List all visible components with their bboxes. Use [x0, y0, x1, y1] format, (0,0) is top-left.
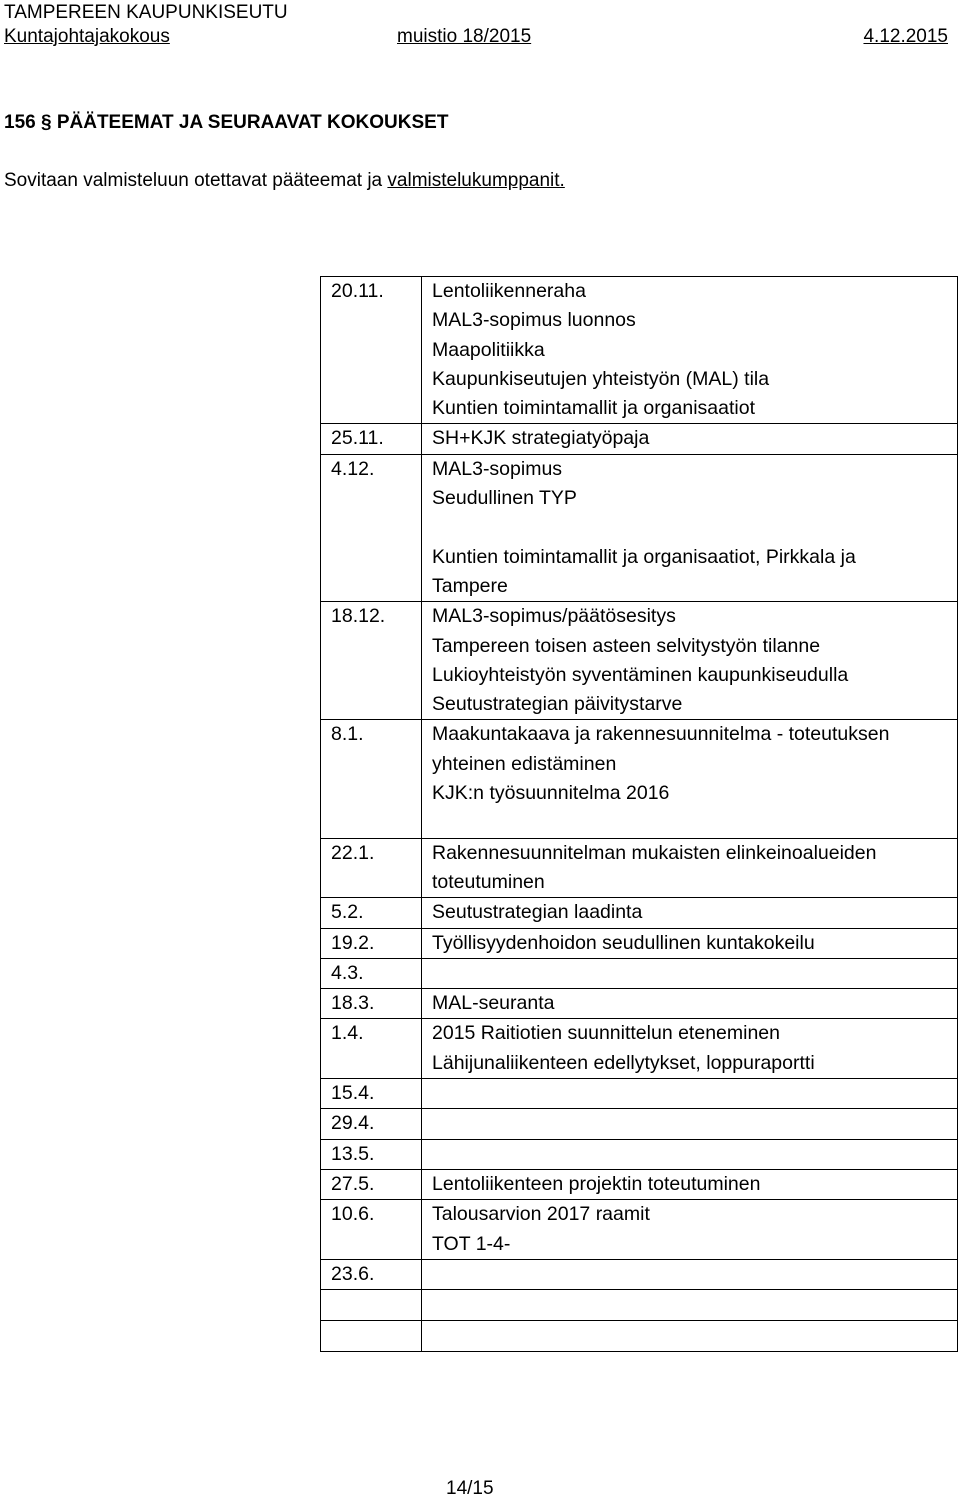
agenda-row	[321, 898, 958, 928]
intro-paragraph	[4, 170, 565, 192]
agenda-row	[321, 1079, 958, 1109]
page-number: 14/15	[446, 1478, 494, 1499]
agenda-topic	[432, 808, 947, 837]
agenda-date: 19.2.	[321, 928, 422, 958]
agenda-date: 15.4.	[321, 1079, 422, 1109]
organization-name: TAMPEREEN KAUPUNKISEUTU	[4, 2, 288, 23]
agenda-topic: SH+KJK strategiatyöpaja	[432, 427, 650, 450]
agenda-row	[321, 277, 958, 424]
agenda-date: 10.6.	[321, 1200, 422, 1260]
agenda-empty-row	[321, 1290, 958, 1321]
agenda-topics	[422, 424, 958, 454]
agenda-row	[321, 1139, 958, 1169]
agenda-row	[321, 602, 958, 720]
agenda-topic: yhteinen edistäminen	[432, 752, 617, 775]
agenda-topics	[422, 454, 958, 601]
agenda-topic: Työllisyydenhoidon seudullinen kuntakokeilu	[432, 931, 815, 954]
agenda-topic: Seutustrategian päivitystarve	[432, 693, 683, 716]
header-meta-row	[4, 24, 948, 52]
agenda-date: 22.1.	[321, 838, 422, 898]
agenda-topics	[422, 1169, 958, 1199]
agenda-topics	[422, 898, 958, 928]
agenda-topic: Maakuntakaava ja rakennesuunnitelma - toteutuksen	[432, 723, 890, 746]
agenda-topics	[422, 1079, 958, 1109]
agenda-date: 23.6.	[321, 1259, 422, 1289]
agenda-date: 18.3.	[321, 989, 422, 1019]
agenda-topic: TOT 1-4-	[432, 1232, 511, 1255]
agenda-date: 20.11.	[321, 277, 422, 424]
agenda-row	[321, 1200, 958, 1260]
agenda-topic: Kuntien toimintamallit ja organisaatiot, Pirkkala ja	[432, 545, 856, 568]
agenda-topic: toteutuminen	[432, 870, 545, 893]
intro-underlined-text: valmistelukumppanit.	[387, 170, 565, 191]
agenda-topic: Tampere	[432, 574, 508, 597]
agenda-topic: Talousarvion 2017 raamit	[432, 1203, 650, 1226]
agenda-row	[321, 928, 958, 958]
agenda-date: 29.4.	[321, 1109, 422, 1139]
agenda-date: 1.4.	[321, 1019, 422, 1079]
intro-text: Sovitaan valmisteluun otettavat pääteemat ja	[4, 170, 388, 191]
agenda-topic: Lukioyhteistyön syventäminen kaupunkiseudulla	[432, 663, 849, 686]
agenda-topic: MAL3-sopimus luonnos	[432, 309, 636, 332]
agenda-topic: Seutustrategian laadinta	[432, 901, 643, 924]
agenda-row	[321, 424, 958, 454]
agenda-topics	[422, 720, 958, 838]
agenda-topics	[422, 1200, 958, 1260]
agenda-date: 4.12.	[321, 454, 422, 601]
agenda-topic: MAL3-sopimus	[432, 457, 563, 480]
agenda-date: 4.3.	[321, 958, 422, 988]
agenda-empty-row	[321, 1321, 958, 1352]
agenda-date: 13.5.	[321, 1139, 422, 1169]
agenda-empty-cell	[321, 1290, 422, 1321]
agenda-topics	[422, 1259, 958, 1289]
agenda-topic	[432, 513, 947, 542]
agenda-topics	[422, 1019, 958, 1079]
agenda-row	[321, 989, 958, 1019]
agenda-topic: Maapolitiikka	[432, 338, 545, 361]
agenda-topic: Kuntien toimintamallit ja organisaatiot	[432, 397, 756, 420]
agenda-topic: 2015 Raitiotien suunnittelun eteneminen	[432, 1022, 781, 1045]
agenda-topic: MAL3-sopimus/päätösesitys	[432, 605, 676, 628]
agenda-empty-cell	[422, 1321, 958, 1352]
agenda-topics	[422, 277, 958, 424]
agenda-date: 5.2.	[321, 898, 422, 928]
agenda-row	[321, 720, 958, 838]
agenda-topic: KJK:n työsuunnitelma 2016	[432, 782, 670, 805]
agenda-topic: Lentoliikenneraha	[432, 280, 586, 302]
agenda-topics	[422, 602, 958, 720]
agenda-row	[321, 454, 958, 601]
agenda-topics	[422, 1109, 958, 1139]
memo-number: muistio 18/2015	[397, 26, 532, 47]
agenda-topics	[422, 838, 958, 898]
agenda-topics	[422, 989, 958, 1019]
agenda-topics	[422, 928, 958, 958]
agenda-topics	[422, 1139, 958, 1169]
agenda-topic: Tampereen toisen asteen selvitystyön tilanne	[432, 634, 821, 657]
agenda-row	[321, 1019, 958, 1079]
agenda-row	[321, 1169, 958, 1199]
agenda-topic: MAL-seuranta	[432, 992, 555, 1015]
agenda-row	[321, 838, 958, 898]
agenda-row	[321, 1109, 958, 1139]
agenda-empty-cell	[422, 1290, 958, 1321]
section-title: 156 § PÄÄTEEMAT JA SEURAAVAT KOKOUKSET	[4, 112, 449, 133]
agenda-topic: Kaupunkiseutujen yhteistyön (MAL) tila	[432, 367, 770, 390]
agenda-date: 27.5.	[321, 1169, 422, 1199]
agenda-topic: Lähijunaliikenteen edellytykset, loppuraportti	[432, 1051, 815, 1074]
agenda-empty-cell	[321, 1321, 422, 1352]
agenda-row	[321, 958, 958, 988]
agenda-date: 8.1.	[321, 720, 422, 838]
agenda-row	[321, 1259, 958, 1289]
agenda-topics	[422, 958, 958, 988]
agenda-date: 18.12.	[321, 602, 422, 720]
meeting-date: 4.12.2015	[863, 26, 948, 47]
agenda-table	[320, 276, 958, 1352]
meeting-name: Kuntajohtajakokous	[4, 26, 170, 47]
agenda-topic: Rakennesuunnitelman mukaisten elinkeinoalueiden	[432, 841, 877, 864]
agenda-date: 25.11.	[321, 424, 422, 454]
document-header	[4, 0, 948, 52]
agenda-topic: Lentoliikenteen projektin toteutuminen	[432, 1172, 761, 1195]
agenda-topic: Seudullinen TYP	[432, 487, 577, 510]
